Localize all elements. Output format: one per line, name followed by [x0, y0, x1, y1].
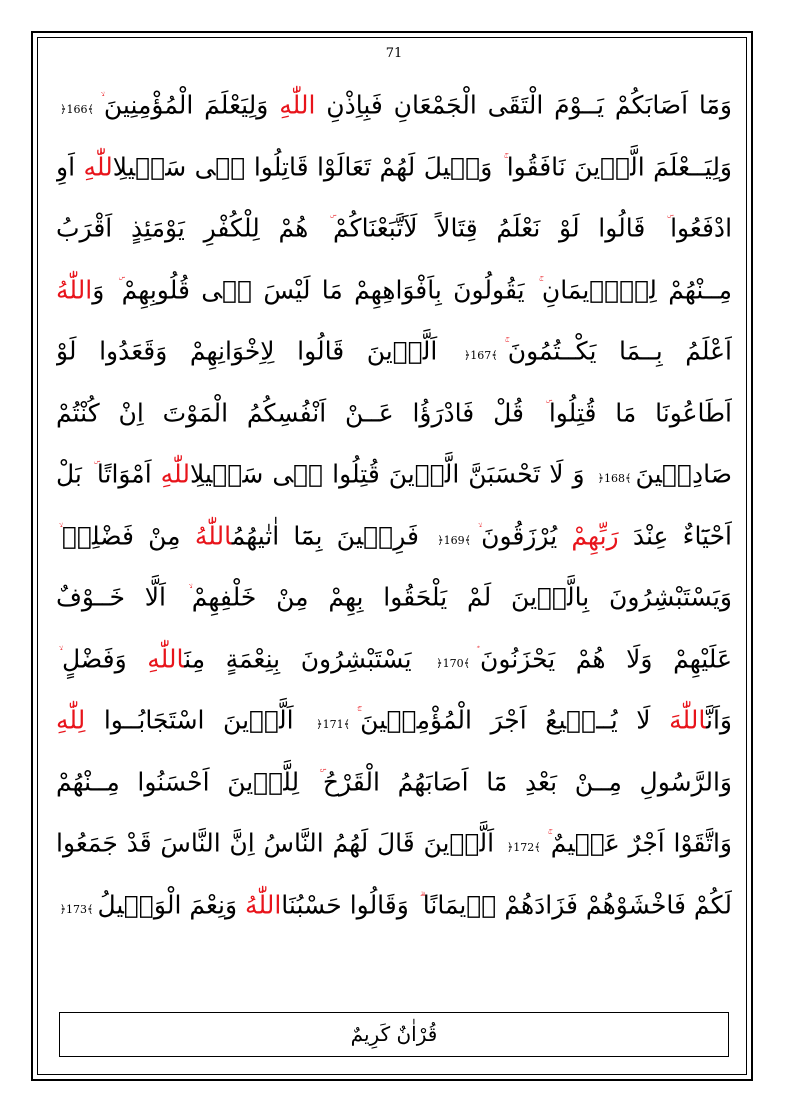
verse-line — [56, 747, 732, 809]
verse-text: صَادِقٖينَ — [635, 459, 732, 489]
divine-name: اللّٰهِ — [147, 643, 185, 673]
verse-line — [56, 562, 732, 624]
verse-text: يَقُولُونَ بِاَفْوَاهِهِمْ مَا لَيْسَ فٖى قُلُوبِهِمْ — [121, 274, 536, 304]
ayah-number: ﴿168﴾ — [597, 472, 632, 486]
verse-text: اَحْيَٓاءٌ عِنْدَ — [618, 520, 732, 550]
verse-line — [56, 316, 732, 378]
verse-line — [56, 624, 732, 686]
divine-name: اللّٰهِ — [279, 90, 316, 120]
divine-name: اللّٰهُ — [56, 274, 93, 304]
verse-line — [56, 439, 732, 501]
verse-text: ادْفَعُوا — [670, 213, 732, 243]
verse-text: بَلْ — [56, 459, 91, 489]
verse-text: وَاَنَّ — [706, 705, 732, 735]
verse-text: اَلَّا خَــوْفٌ — [56, 582, 186, 612]
verse-text: وَمَٓا اَصَابَكُمْ يَــوْمَ الْتَقَى الْجَمْعَانِ فَبِاِذْنِ — [315, 90, 732, 120]
verse-text: هُمْ لِلْكُفْرِ يَوْمَئِذٍ اَقْرَبُ — [56, 213, 328, 243]
ayah-number: ﴿171﴾ — [316, 718, 351, 732]
divine-name: اللّٰهِ — [160, 459, 190, 489]
verse-text: وَفَضْلٍ — [62, 643, 148, 673]
verse-text: قَالُوا لَوْ نَعْلَمُ قِتَالاً لَاَتَّبَعْنَاكُمْ — [333, 213, 665, 243]
verse-line — [56, 255, 732, 317]
page-number: 71 — [385, 46, 403, 61]
verse-line — [56, 501, 732, 563]
footer-title-box — [59, 1012, 729, 1057]
ayah-number: ﴿167﴾ — [463, 349, 498, 363]
verse-text: وَقَالُوا حَسْبُنَا — [281, 889, 417, 919]
divine-name: اللّٰهِ — [83, 151, 113, 181]
verse-text: لِلَّذٖينَ اَحْسَنُوا مِــنْهُمْ — [56, 766, 317, 796]
footer-title: قُرْاٰنٌ كَرِيمٌ — [350, 1022, 438, 1046]
verse-text: اَلَّذٖينَ قَالَ لَهُمُ النَّاسُ اِنَّ النَّاسَ قَدْ جَمَعُوا — [56, 828, 503, 858]
verse-text: وَ — [92, 274, 116, 304]
verse-text: وَنِعْمَ الْوَكٖيلُ — [97, 889, 246, 919]
verse-line — [56, 870, 732, 932]
verse-text: مِنْ فَضْلِهٖ — [62, 520, 195, 550]
divine-name: لِلّٰهِ — [56, 705, 86, 735]
verse-text: وَ لَا تَحْسَبَنَّ الَّذٖينَ قُتِلُوا فٖى سَبٖيلِ — [189, 459, 594, 489]
divine-name: رَبِّهِمْ — [571, 520, 619, 550]
verse-text: اَمْوَاتًا — [96, 459, 161, 489]
verse-line — [56, 685, 732, 747]
verse-text: عَلَيْهِمْ وَلَا هُمْ يَحْزَنُونَ — [480, 643, 732, 673]
verse-text: قُلْ فَادْرَؤُا عَــنْ اَنْفُسِكُمُ الْمَوْتَ اِنْ كُنْتُمْ — [56, 397, 543, 427]
ayah-number: ﴿169﴾ — [437, 533, 472, 547]
verse-text: اَطَاعُونَا مَا قُتِلُوا — [548, 397, 732, 427]
verse-text: وَقٖيلَ لَهُمْ تَعَالَوْا قَاتِلُوا فٖى سَبٖيلِ — [112, 151, 501, 181]
verse-line — [56, 193, 732, 255]
ayah-number: ﴿173﴾ — [59, 902, 94, 916]
verse-text: يُرْزَقُونَ — [481, 520, 572, 550]
verse-text: لَا يُــضٖيعُ اَجْرَ الْمُؤْمِنٖينَ — [360, 705, 670, 735]
verse-text: اَعْلَمُ بِــمَا يَكْــتُمُونَ — [507, 336, 732, 366]
divine-name: اللّٰهَ — [669, 705, 707, 735]
verse-text: فَرِحٖينَ بِمَٓا اٰتٰيهُمُ — [231, 520, 434, 550]
verse-text: اَلَّذٖينَ اسْتَجَابُــوا — [85, 705, 313, 735]
verse-line — [56, 378, 732, 440]
divine-name: اللّٰهُ — [194, 520, 232, 550]
verse-line — [56, 132, 732, 194]
verse-text: لَكُمْ فَاخْشَوْهُمْ فَزَادَهُمْ اٖيمَانًا — [422, 889, 732, 919]
ayah-number: ﴿170﴾ — [436, 656, 471, 670]
ayah-number: ﴿172﴾ — [506, 841, 541, 855]
verse-text: اَوِ — [56, 151, 84, 181]
verse-text-block — [56, 70, 732, 931]
verse-text: وَاتَّقَوْا اَجْرٌ عَظٖيمٌ — [550, 828, 732, 858]
divine-name: اللّٰهُ — [245, 889, 282, 919]
verse-text: وَالرَّسُولِ مِــنْ بَعْدِ مَٓا اَصَابَهُمُ الْقَرْحُ — [322, 766, 732, 796]
verse-text: مِــنْهُمْ لِلْاٖيمَانِ — [541, 274, 732, 304]
verse-text: اَلَّذٖينَ قَالُوا لِاِخْوَانِهِمْ وَقَعَدُوا لَوْ — [56, 336, 460, 366]
verse-text: وَيَسْتَبْشِرُونَ بِالَّذٖينَ لَمْ يَلْحَقُوا بِهِمْ مِنْ خَلْفِهِمْ — [191, 582, 732, 612]
ayah-number: ﴿166﴾ — [60, 103, 94, 117]
verse-line — [56, 70, 732, 132]
verse-text: وَلِيَــعْلَمَ الَّذٖينَ نَافَقُوا — [506, 151, 732, 181]
verse-line — [56, 808, 732, 870]
verse-text: يَسْتَبْشِرُونَ بِنِعْمَةٍ مِنَ — [184, 643, 433, 673]
verse-text: وَلِيَعْلَمَ الْمُؤْمِنِينَ — [103, 90, 280, 120]
